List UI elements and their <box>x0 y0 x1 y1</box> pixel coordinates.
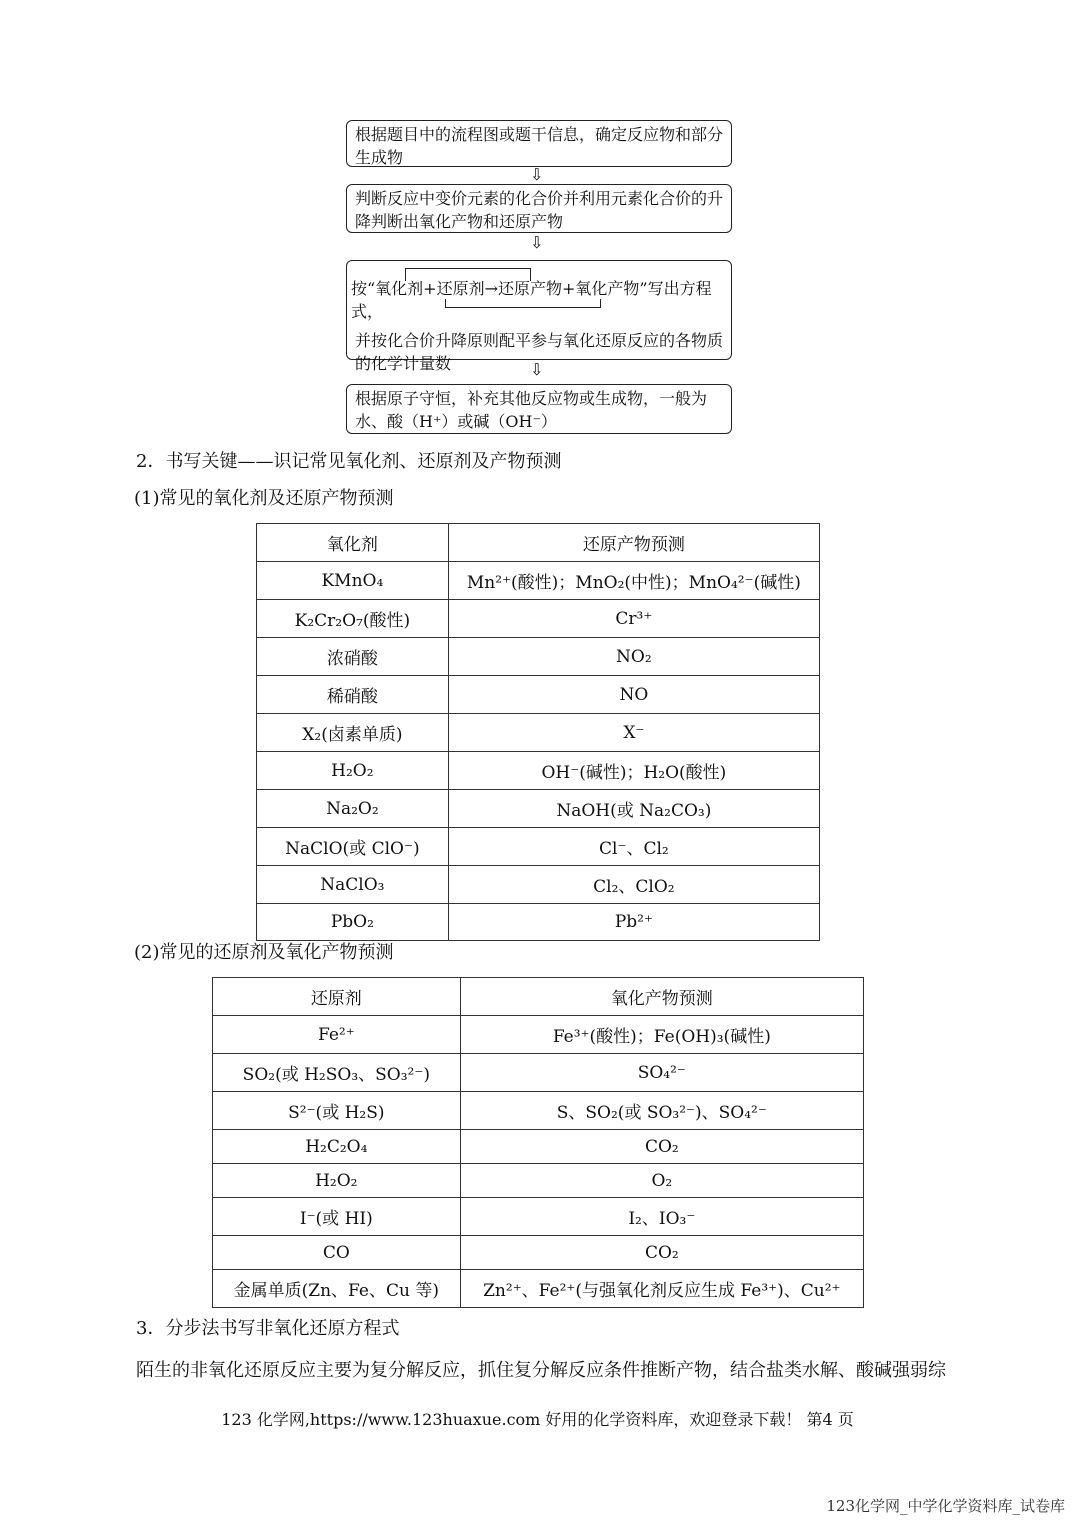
oxidant-table <box>256 523 820 941</box>
table-cell: H₂C₂O₄ <box>213 1130 461 1164</box>
table-cell: SO₄²⁻ <box>460 1054 863 1092</box>
table-header-cell: 还原产物预测 <box>448 524 819 562</box>
table-cell: PbO₂ <box>257 904 449 941</box>
table-cell: NaOH(或 Na₂CO₃) <box>448 790 819 828</box>
flow-step-4 <box>346 384 732 434</box>
table-cell: 浓硝酸 <box>257 638 449 676</box>
table-cell: K₂Cr₂O₇(酸性) <box>257 600 449 638</box>
table-cell: Cl⁻、Cl₂ <box>448 828 819 866</box>
table-cell: Zn²⁺、Fe²⁺(与强氧化剂反应生成 Fe³⁺)、Cu²⁺ <box>460 1270 863 1308</box>
flow-step-3 <box>346 260 732 373</box>
table-cell: CO₂ <box>460 1236 863 1270</box>
table-header-cell: 还原剂 <box>213 978 461 1016</box>
table-header-row <box>213 978 864 1016</box>
table-cell: X⁻ <box>448 714 819 752</box>
table-row <box>213 1130 864 1164</box>
table-cell: 金属单质(Zn、Fe、Cu 等) <box>213 1270 461 1308</box>
page-footer: 123 化学网,https://www.123huaxue.com 好用的化学资料库，欢迎登录下载！ 第4 页 <box>221 1410 854 1429</box>
reductant-table <box>212 977 864 1308</box>
table-cell: Pb²⁺ <box>448 904 819 941</box>
table-cell: Na₂O₂ <box>257 790 449 828</box>
table-row <box>257 752 820 790</box>
table-cell: 稀硝酸 <box>257 676 449 714</box>
down-arrow-icon: ⇩ <box>530 165 544 184</box>
table-cell: CO <box>213 1236 461 1270</box>
table-cell: KMnO₄ <box>257 562 449 600</box>
table-row <box>213 1270 864 1308</box>
table-row <box>257 904 820 941</box>
table-row <box>257 866 820 904</box>
table-cell: O₂ <box>460 1164 863 1198</box>
table-cell: H₂O₂ <box>213 1164 461 1198</box>
table-row <box>257 714 820 752</box>
table-cell: Mn²⁺(酸性)；MnO₂(中性)；MnO₄²⁻(碱性) <box>448 562 819 600</box>
bracket-arrow-icon <box>445 299 601 308</box>
table-cell: NaClO(或 ClO⁻) <box>257 828 449 866</box>
watermark: 123化学网_中学化学资料库_试卷库 <box>826 1497 1065 1515</box>
table-cell: Cl₂、ClO₂ <box>448 866 819 904</box>
flow-step-2-text: 判断反应中变价元素的化合价并利用元素化合价的升降判断出氧化产物和还原产物 <box>355 189 724 231</box>
table-cell: NO₂ <box>448 638 819 676</box>
table-row <box>257 562 820 600</box>
table-cell: Cr³⁺ <box>448 600 819 638</box>
section-2-heading: 2．书写关键——识记常见氧化剂、还原剂及产物预测 <box>136 451 562 472</box>
table-cell: X₂(卤素单质) <box>257 714 449 752</box>
table-cell: SO₂(或 H₂SO₃、SO₃²⁻) <box>213 1054 461 1092</box>
section-3-heading: 3．分步法书写非氧化还原方程式 <box>136 1318 400 1339</box>
down-arrow-icon: ⇩ <box>530 233 544 252</box>
section-3-body: 陌生的非氧化还原反应主要为复分解反应，抓住复分解反应条件推断产物，结合盐类水解、酸碱强弱综 <box>136 1360 946 1381</box>
subsection-2-heading: (2)常见的还原剂及氧化产物预测 <box>134 942 394 963</box>
table-cell: NO <box>448 676 819 714</box>
flow-step-3-line1: 按“氧化剂+还原剂→还原产物+氧化产物”写出方程式， <box>351 279 712 321</box>
table-row <box>257 790 820 828</box>
table-cell: Fe²⁺ <box>213 1016 461 1054</box>
table-cell: CO₂ <box>460 1130 863 1164</box>
table-row <box>213 1198 864 1236</box>
table-cell: S²⁻(或 H₂S) <box>213 1092 461 1130</box>
table-cell: OH⁻(碱性)；H₂O(酸性) <box>448 752 819 790</box>
flow-step-1 <box>346 120 732 167</box>
table-row <box>213 1236 864 1270</box>
table-row <box>257 676 820 714</box>
table-header-cell: 氧化剂 <box>257 524 449 562</box>
down-arrow-icon: ⇩ <box>530 360 544 379</box>
table-row <box>257 828 820 866</box>
table-cell: H₂O₂ <box>257 752 449 790</box>
table-row <box>213 1016 864 1054</box>
flow-step-2 <box>346 184 732 233</box>
flow-step-3-line2: 并按化合价升降原则配平参与氧化还原反应的各物质的化学计量数 <box>355 331 724 373</box>
table-row <box>213 1054 864 1092</box>
subsection-1-heading: (1)常见的氧化剂及还原产物预测 <box>134 488 394 509</box>
table-header-row <box>257 524 820 562</box>
table-row <box>257 638 820 676</box>
table-row <box>213 1092 864 1130</box>
table-cell: NaClO₃ <box>257 866 449 904</box>
flow-step-4-text: 根据原子守恒，补充其他反应物或生成物，一般为水、酸（H⁺）或碱（OH⁻） <box>355 389 708 431</box>
table-cell: S、SO₂(或 SO₃²⁻)、SO₄²⁻ <box>460 1092 863 1130</box>
bracket-arrow-icon <box>405 268 531 281</box>
table-cell: I₂、IO₃⁻ <box>460 1198 863 1236</box>
table-header-cell: 氧化产物预测 <box>460 978 863 1016</box>
table-row <box>213 1164 864 1198</box>
flow-step-1-text: 根据题目中的流程图或题干信息，确定反应物和部分生成物 <box>355 125 724 167</box>
table-row <box>257 600 820 638</box>
table-cell: I⁻(或 HI) <box>213 1198 461 1236</box>
table-cell: Fe³⁺(酸性)；Fe(OH)₃(碱性) <box>460 1016 863 1054</box>
